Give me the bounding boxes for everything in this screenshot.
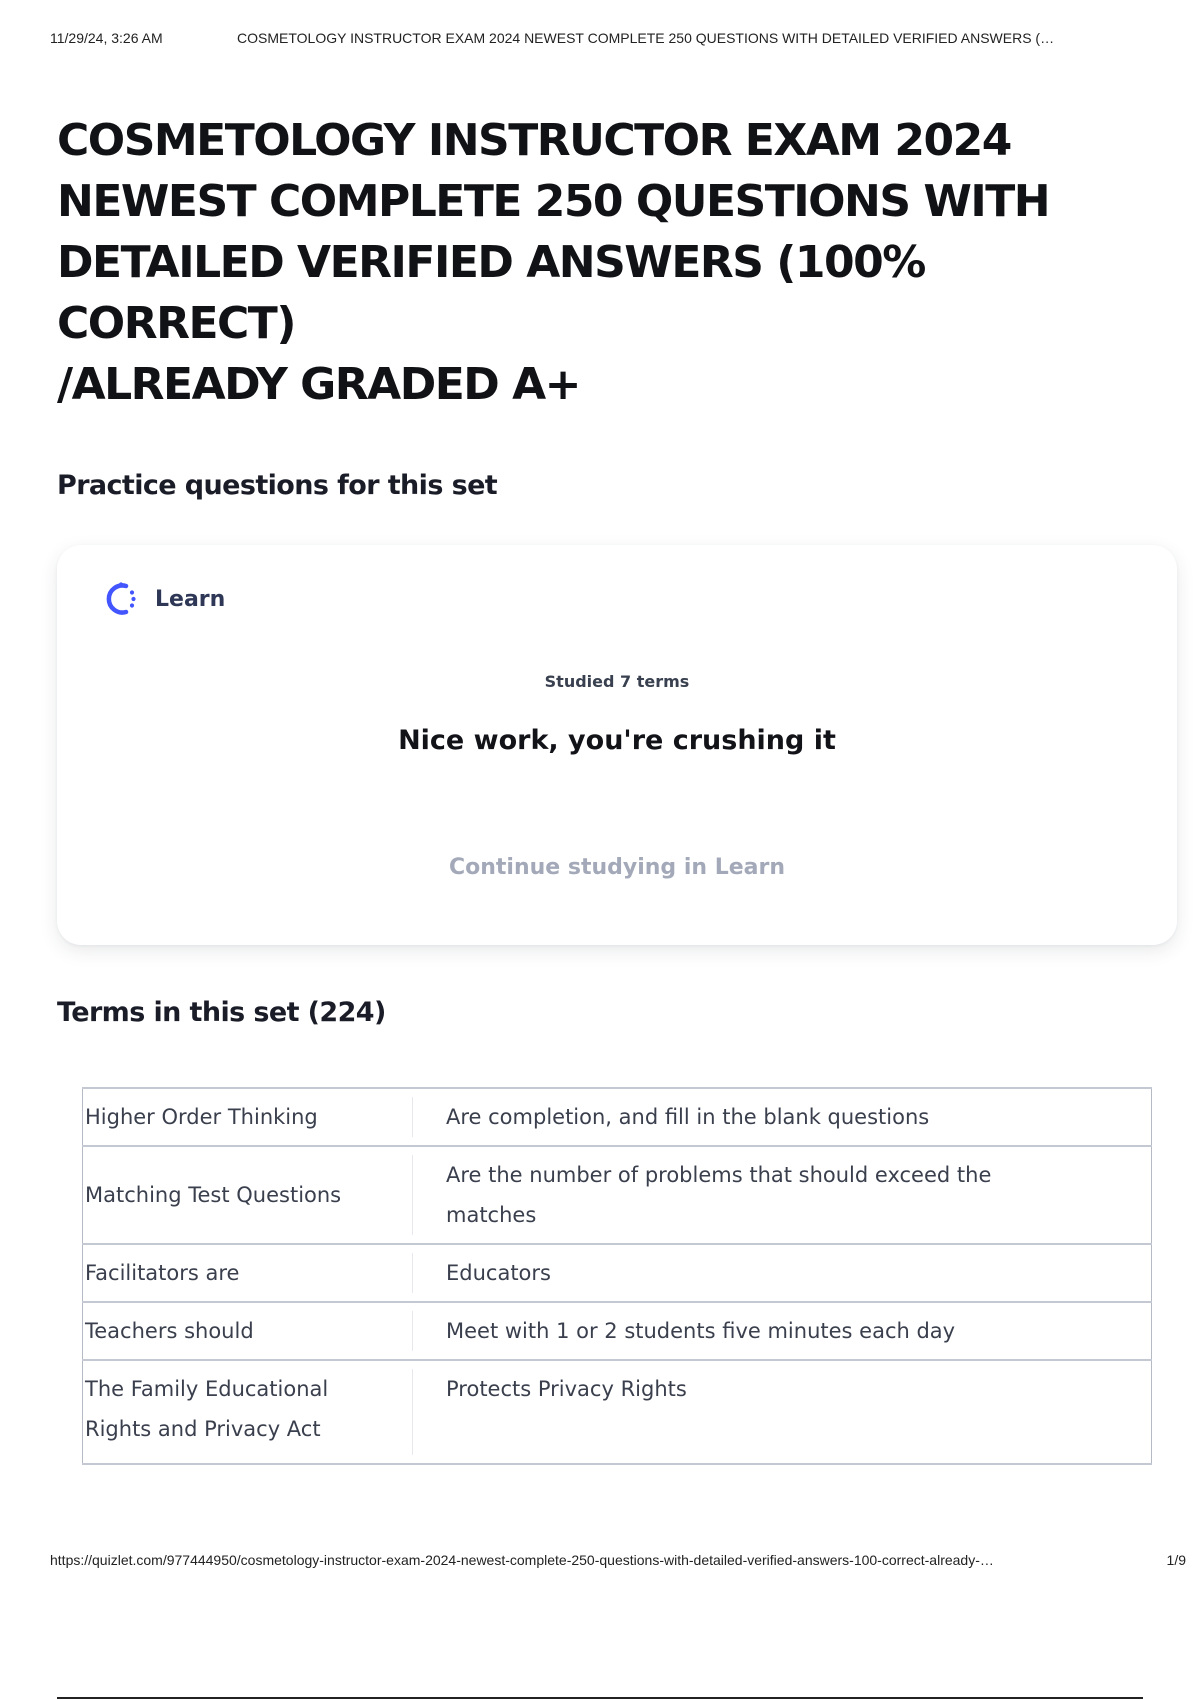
page-title [57, 110, 1167, 415]
table-row [83, 1244, 1152, 1302]
page-title-line: COSMETOLOGY INSTRUCTOR EXAM 2024 [57, 115, 1011, 166]
print-datetime: 11/29/24, 3:26 AM [50, 30, 163, 46]
term-cell: Facilitators are [83, 1244, 414, 1302]
progress-message: Nice work, you're crushing it [398, 725, 836, 756]
learn-progress-icon [97, 577, 141, 621]
page-divider [57, 1697, 1143, 1699]
term-line: The Family Educational [85, 1377, 329, 1401]
table-row [83, 1360, 1152, 1464]
definition-cell: Protects Privacy Rights [413, 1360, 1152, 1464]
table-row [83, 1088, 1152, 1146]
page-title-line: DETAILED VERIFIED ANSWERS (100% CORRECT) [57, 237, 925, 349]
learn-card[interactable] [57, 545, 1177, 945]
print-url: https://quizlet.com/977444950/cosmetology-instructor-exam-2024-newest-complete-250-questions-with-detailed-verified-answers-100-correct-already-… [50, 1552, 994, 1568]
term-line: Rights and Privacy Act [85, 1417, 321, 1441]
practice-questions-heading: Practice questions for this set [57, 470, 498, 501]
term-cell: Matching Test Questions [83, 1146, 414, 1244]
definition-cell: Are completion, and fill in the blank questions [413, 1088, 1152, 1146]
term-cell: Teachers should [83, 1302, 414, 1360]
definition-cell: Meet with 1 or 2 students five minutes each day [413, 1302, 1152, 1360]
page-title-line: /ALREADY GRADED A+ [57, 359, 581, 410]
table-row [83, 1146, 1152, 1244]
page-number: 1/9 [1166, 1552, 1186, 1568]
learn-label: Learn [155, 586, 226, 612]
definition-line: matches [446, 1203, 537, 1227]
term-cell [83, 1360, 414, 1464]
learn-card-header[interactable] [97, 577, 225, 621]
terms-heading: Terms in this set (224) [57, 997, 386, 1028]
definition-cell: Educators [413, 1244, 1152, 1302]
continue-learn-button[interactable]: Continue studying in Learn [448, 855, 785, 880]
studied-terms-count: Studied 7 terms [544, 672, 690, 691]
page-title-line: NEWEST COMPLETE 250 QUESTIONS WITH [57, 176, 1050, 227]
term-cell: Higher Order Thinking [83, 1088, 414, 1146]
table-row [83, 1302, 1152, 1360]
definition-line: Are the number of problems that should exceed the [446, 1163, 992, 1187]
terms-table [82, 1087, 1152, 1465]
definition-cell [413, 1146, 1152, 1244]
print-document-title: COSMETOLOGY INSTRUCTOR EXAM 2024 NEWEST COMPLETE 250 QUESTIONS WITH DETAILED VERIFIED ANSWERS (… [237, 30, 1055, 46]
